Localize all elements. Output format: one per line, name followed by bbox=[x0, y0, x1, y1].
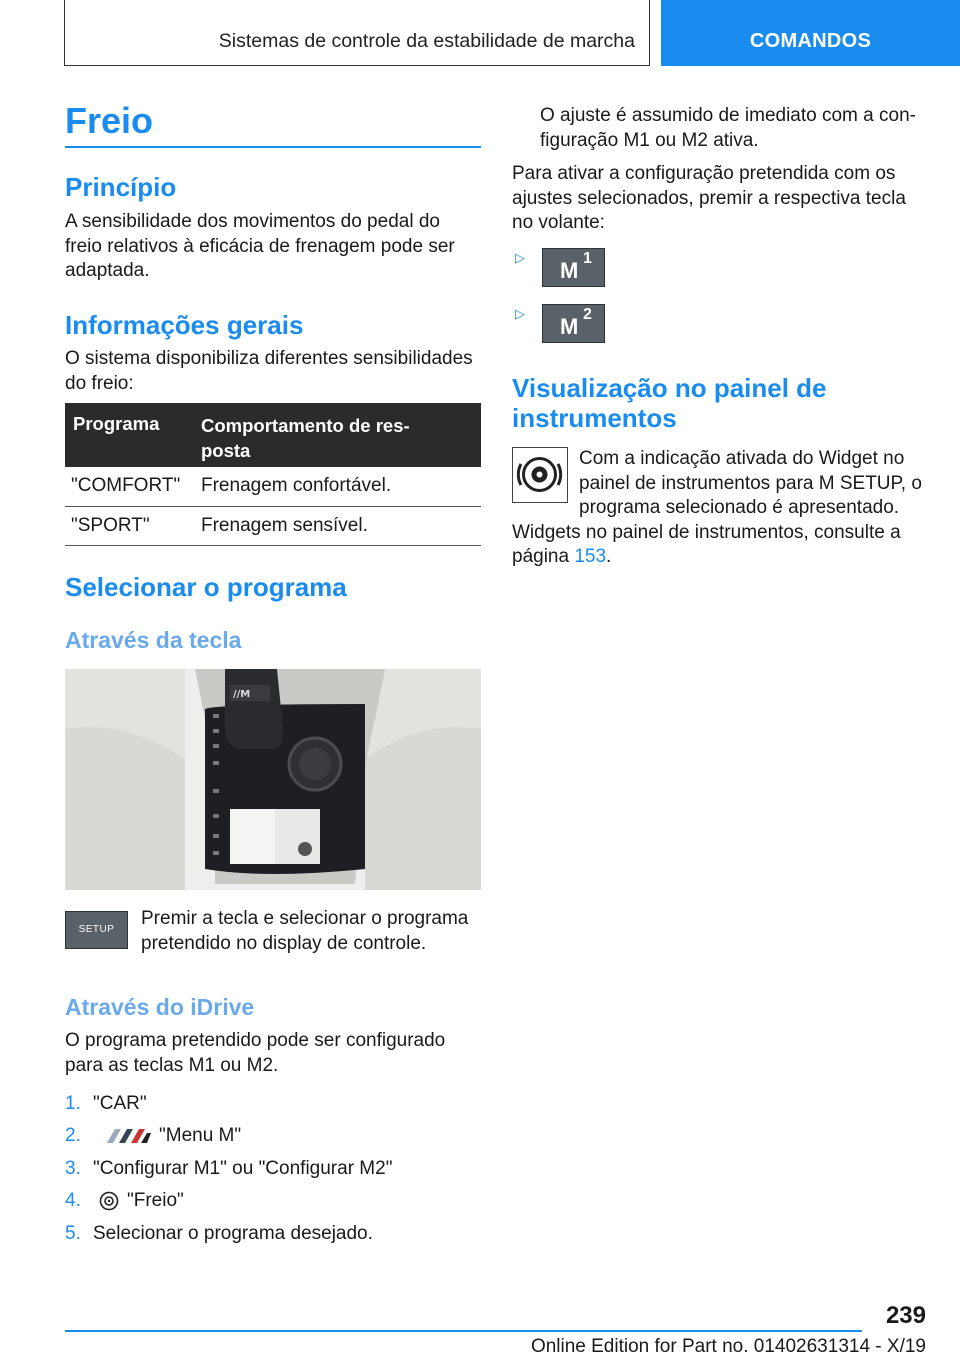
center-console-illustration bbox=[65, 669, 481, 890]
select-program-heading: Selecionar o programa bbox=[65, 572, 347, 602]
activate-line-2: ajustes selecionados, premir a respectiva tecla bbox=[512, 187, 906, 209]
footer-rule bbox=[65, 1330, 862, 1332]
header-frame bbox=[64, 0, 650, 66]
edition-note: Online Edition for Part no. 01402631314 - X/19 bbox=[530, 1336, 926, 1357]
page-header bbox=[0, 0, 960, 66]
brake-widget-icon bbox=[512, 447, 568, 503]
brake-disc-icon bbox=[99, 1191, 119, 1217]
page-ref-prefix: página bbox=[512, 546, 570, 567]
table-header bbox=[65, 403, 481, 467]
idrive-heading: Através do iDrive bbox=[65, 994, 255, 1020]
info-line-1: O sistema disponibiliza diferentes sensibilidades bbox=[65, 348, 473, 369]
idrive-line-2: para as teclas M1 ou M2. bbox=[65, 1054, 279, 1076]
m2-key-label: M bbox=[560, 314, 579, 339]
brake-program-table bbox=[65, 403, 481, 546]
step-number: 2. bbox=[65, 1125, 81, 1147]
continued-line-1: O ajuste é assumido de imediato com a con- bbox=[540, 105, 916, 126]
continued-line-2: figuração M1 ou M2 ativa. bbox=[540, 129, 759, 151]
table-cell: "SPORT" bbox=[71, 514, 150, 536]
idrive-line-1: O programa pretendido pode ser configurado bbox=[65, 1030, 446, 1051]
setup-key-label: SETUP bbox=[78, 924, 115, 935]
chapter-tab-label: COMANDOS bbox=[749, 30, 872, 52]
step-text: "Configurar M1" ou "Configurar M2" bbox=[93, 1157, 393, 1179]
step-text: "CAR" bbox=[93, 1093, 147, 1114]
svg-text://M: //M bbox=[233, 689, 251, 700]
step-number: 5. bbox=[65, 1222, 81, 1244]
table-cell: "COMFORT" bbox=[71, 475, 181, 496]
setup-line-2: pretendido no display de controle. bbox=[141, 932, 427, 954]
m1-key-sup: 1 bbox=[583, 250, 592, 267]
m2-key-sup: 2 bbox=[583, 306, 592, 323]
page-heading: Freio bbox=[65, 100, 154, 141]
chapter-tab bbox=[661, 0, 960, 66]
heading-rule bbox=[65, 146, 481, 148]
via-key-heading: Através da tecla bbox=[65, 627, 242, 653]
visualization-line-4: Widgets no painel de instrumentos, consulte a bbox=[512, 521, 901, 543]
table-cell: Frenagem confortável. bbox=[201, 475, 392, 496]
bullet-triangle-icon: ▷ bbox=[515, 306, 525, 321]
bullet-triangle-icon: ▷ bbox=[515, 250, 525, 265]
m2-key-icon bbox=[542, 304, 605, 343]
principio-heading: Princípio bbox=[65, 172, 177, 202]
step-number: 4. bbox=[65, 1190, 81, 1212]
step-text: Selecionar o programa desejado. bbox=[93, 1222, 373, 1244]
setup-key-icon bbox=[65, 911, 128, 949]
table-row bbox=[65, 507, 481, 547]
m1-key-icon bbox=[542, 248, 605, 287]
visualization-line-1: Com a indicação ativada do Widget no bbox=[579, 448, 905, 469]
step-text: "Freio" bbox=[127, 1190, 184, 1212]
page-link-153[interactable]: 153 bbox=[574, 546, 607, 567]
step-number: 3. bbox=[65, 1157, 81, 1179]
visualization-line-5 bbox=[512, 545, 611, 570]
visualization-line-3: programa selecionado é apresentado. bbox=[579, 497, 900, 518]
table-header-comportamento-line-1: Comportamento de res- bbox=[201, 415, 410, 436]
step-number: 1. bbox=[65, 1093, 81, 1114]
visualization-heading-line-1: Visualização no painel de bbox=[512, 373, 827, 403]
table-row bbox=[65, 467, 481, 507]
page-number: 239 bbox=[885, 1302, 926, 1329]
center-console-photo bbox=[65, 669, 481, 890]
info-heading: Informações gerais bbox=[65, 310, 304, 340]
info-line-2: do freio: bbox=[65, 372, 134, 394]
m-menu-icon bbox=[101, 1127, 153, 1151]
table-header-programa: Programa bbox=[73, 413, 160, 434]
setup-line-1: Premir a tecla e selecionar o programa bbox=[141, 908, 469, 929]
section-title: Sistemas de controle da estabilidade de marcha bbox=[218, 30, 635, 52]
principio-line-2: freio relativos à eficácia de frenagem pode ser bbox=[65, 235, 455, 257]
m1-key-label: M bbox=[560, 258, 579, 283]
table-header-comportamento-line-2: posta bbox=[201, 440, 251, 461]
step-text: "Menu M" bbox=[159, 1125, 242, 1147]
table-cell: Frenagem sensível. bbox=[201, 514, 368, 536]
page-ref-suffix: . bbox=[606, 546, 612, 567]
principio-line-3: adaptada. bbox=[65, 260, 150, 281]
activate-line-1: Para ativar a configuração pretendida com os bbox=[512, 163, 896, 184]
activate-line-3: no volante: bbox=[512, 212, 605, 233]
visualization-heading-line-2: instrumentos bbox=[512, 403, 677, 433]
principio-line-1: A sensibilidade dos movimentos do pedal do bbox=[65, 211, 440, 232]
table-header-comportamento bbox=[201, 413, 471, 463]
visualization-line-2: painel de instrumentos para M SETUP, o bbox=[579, 472, 922, 494]
